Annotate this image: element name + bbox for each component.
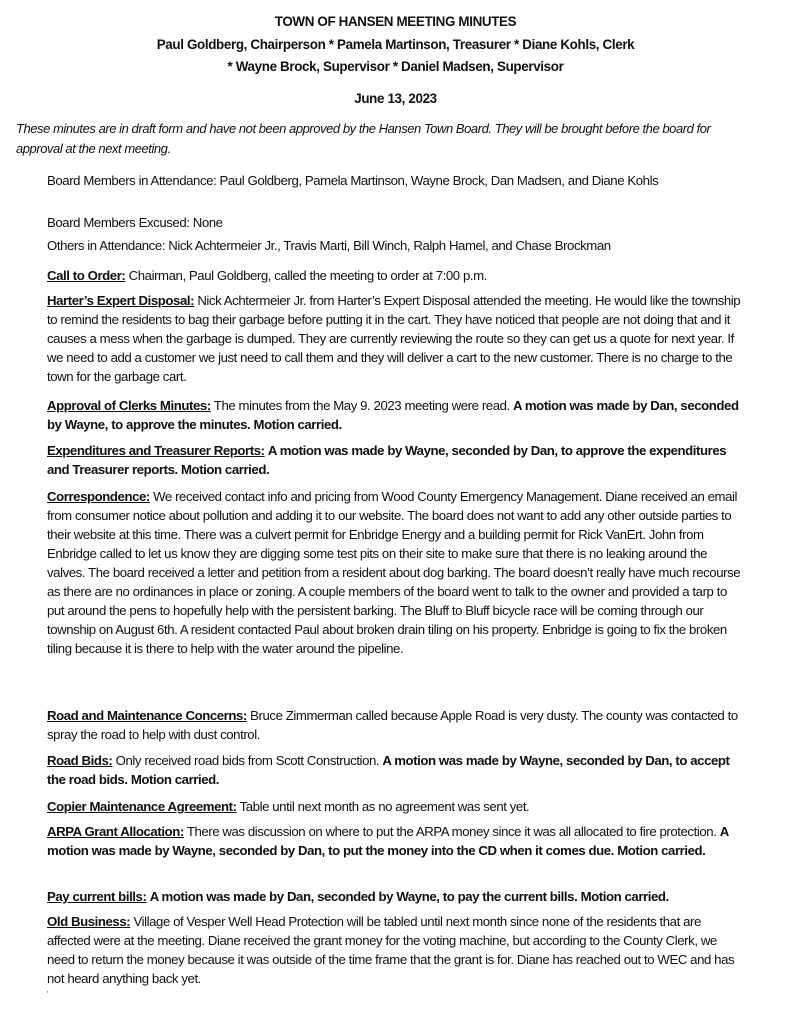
section-approval-of-clerks-minutes	[47, 396, 747, 434]
attendance-excused: Board Members Excused: None	[47, 215, 223, 230]
attendance-present: Board Members in Attendance: Paul Goldberg, Pamela Martinson, Wayne Brock, Dan Madsen, and Diane Kohls	[47, 173, 659, 188]
section-expenditures-treasurer-reports	[47, 441, 747, 479]
section-old-business	[47, 912, 747, 988]
stray-mark: '	[47, 990, 49, 999]
document-title: TOWN OF HANSEN MEETING MINUTES	[274, 14, 517, 29]
draft-notice: These minutes are in draft form and have not been approved by the Hansen Town Board. They will be brought before the board for approval at the next meeting.	[16, 121, 711, 156]
section-label: Correspondence:	[47, 489, 150, 504]
section-pay-current-bills	[47, 887, 747, 906]
section-copier-maintenance-agreement	[47, 797, 747, 816]
section-text: Bruce Zimmerman called because Apple Road is very dusty. The county was contacted to spray the road to help with dust control.	[47, 708, 738, 742]
section-motion: A motion was made by Dan, seconded by Wayne, to pay the current bills. Motion carried.	[149, 889, 669, 904]
section-text: Nick Achtermeier Jr. from Harter’s Expert Disposal attended the meeting. He would like the township to remind the residents to bag their garbage before putting it in the cart. They have noticed that people are not doing that and it causes a mess when the garbage is dumped. They are currently reviewing the route so they can get us a quote for next year. If we need to add a customer we just need to call them and they will deliver a cart to the new customer. There is no charge to the town for the garbage cart.	[47, 293, 741, 384]
section-label: Expenditures and Treasurer Reports:	[47, 443, 265, 458]
section-arpa-grant-allocation	[47, 822, 747, 860]
meeting-date: June 13, 2023	[354, 91, 437, 106]
section-call-to-order	[47, 266, 747, 285]
section-label: Approval of Clerks Minutes:	[47, 398, 211, 413]
section-label: Pay current bills:	[47, 889, 147, 904]
section-harters-expert-disposal	[47, 291, 747, 386]
section-text: The minutes from the May 9. 2023 meeting were read.	[210, 398, 514, 413]
section-text: Table until next month as no agreement was sent yet.	[236, 799, 530, 814]
section-label: Call to Order:	[47, 268, 126, 283]
section-label: Road and Maintenance Concerns:	[47, 708, 247, 723]
officers-line-2: * Wayne Brock, Supervisor * Daniel Madsen, Supervisor	[227, 59, 564, 74]
section-label: Old Business:	[47, 914, 131, 929]
section-motion: A motion was made by Dan, seconded by Wayne, to approve the minutes. Motion carried.	[47, 398, 739, 432]
attendance-others: Others in Attendance: Nick Achtermeier Jr., Travis Marti, Bill Winch, Ralph Hamel, and Chase Brockman	[47, 238, 611, 253]
section-text: Village of Vesper Well Head Protection will be tabled until next month since none of the residents that are affected were at the meeting. Diane received the grant money for the voting machine, but according to the County Clerk, we need to return the money because it was outside of the time frame that the grant is for. Diane has reached out to WEC and has not heard anything back yet.	[47, 914, 735, 986]
section-motion: A motion was made by Wayne, seconded by Dan, to put the money into the CD when it comes due. Motion carried.	[47, 824, 729, 858]
section-correspondence	[47, 487, 747, 658]
section-motion: A motion was made by Wayne, seconded by Dan, to approve the expenditures and Treasurer reports. Motion carried.	[47, 443, 727, 477]
section-label: ARPA Grant Allocation:	[47, 824, 184, 839]
section-label: Road Bids:	[47, 753, 113, 768]
section-text: Chairman, Paul Goldberg, called the meeting to order at 7:00 p.m.	[125, 268, 487, 283]
section-motion: A motion was made by Wayne, seconded by Dan, to accept the road bids. Motion carried.	[47, 753, 730, 787]
section-text: Only received road bids from Scott Construction.	[112, 753, 383, 768]
officers-line-1: Paul Goldberg, Chairperson * Pamela Martinson, Treasurer * Diane Kohls, Clerk	[156, 37, 635, 52]
section-label: Harter’s Expert Disposal:	[47, 293, 195, 308]
section-text: There was discussion on where to put the ARPA money since it was all allocated to fire protection.	[183, 824, 720, 839]
section-road-maintenance-concerns	[47, 706, 747, 744]
section-label: Copier Maintenance Agreement:	[47, 799, 237, 814]
section-road-bids	[47, 751, 747, 789]
section-text: We received contact info and pricing from Wood County Emergency Management. Diane received an email from consumer notice about pollution and adding it to our website. The board does not want to add any other outside parties to their website at this time. There was a culvert permit for Enbridge Energy and a building permit for Rick VanErt. John from Enbridge called to let us know they are digging some test pits on their site to make sure that there is no leaking around the valves. The board received a letter and petition from a resident about dog barking. The board doesn’t really have much recourse as there are no ordinances in place or zoning. A couple members of the board went to talk to the owner and provided a tarp to put around the pens to hopefully help with the persistent barking. The Bluff to Bluff bicycle race will be coming through our township on August 6th. A resident contacted Paul about broken drain tiling on his property. Enbridge is going to fix the broken tiling because it is there to help with the water around the pipeline.	[47, 489, 741, 656]
